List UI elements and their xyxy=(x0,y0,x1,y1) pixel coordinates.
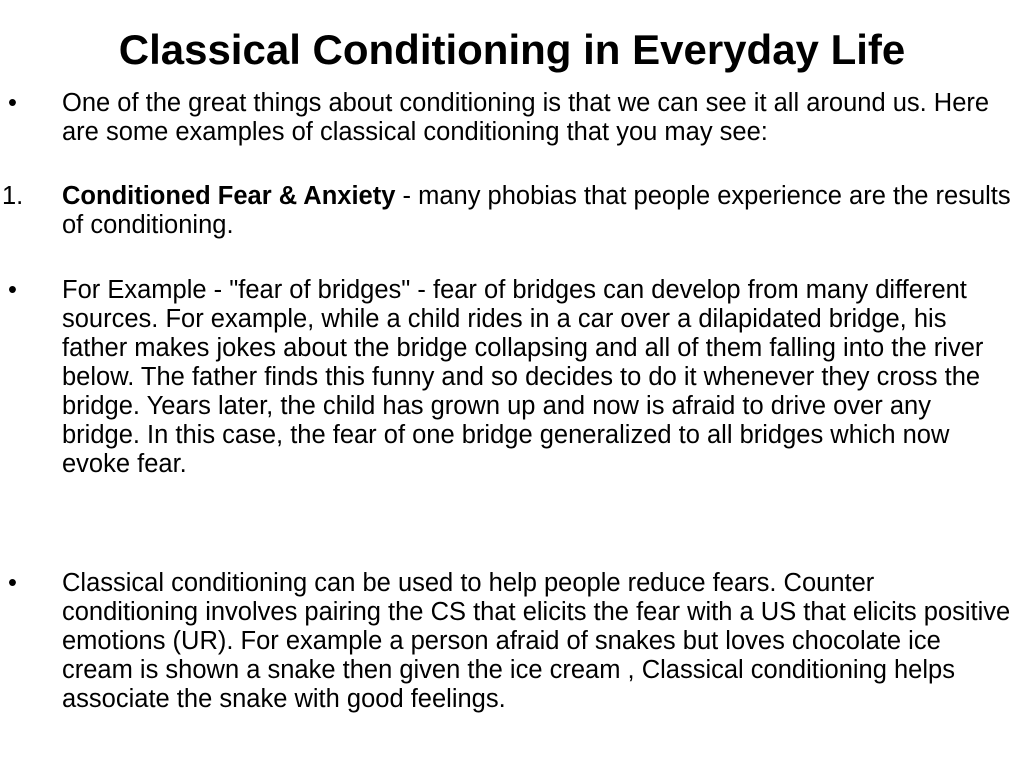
number-marker: 1. xyxy=(2,182,24,210)
bullet-text: Classical conditioning can be used to help people reduce fears. Counter conditioning involves pairing the CS that elicits the fear with a US that elicits positive emotions (UR). For example a person afraid of snakes but loves chocolate ice cream is shown a snake then given the ice cream , Classical conditioning helps associate the snake with good feelings. xyxy=(62,569,1011,713)
bullet-item-counter-conditioning xyxy=(0,569,1014,714)
term-description: - many phobias that people experience are the results of conditioning. xyxy=(62,182,1011,239)
slide-title: Classical Conditioning in Everyday Life xyxy=(118,26,906,73)
numbered-text xyxy=(0,182,1014,240)
bullet-text: One of the great things about conditioning is that we can see it all around us. Here are some examples of classical conditioning that you may see: xyxy=(62,89,990,146)
bullet-text: For Example - "fear of bridges" - fear of bridges can develop from many different sources. For example, while a child rides in a car over a dilapidated bridge, his father makes jokes about the bridge collapsing and all of them falling into the river below. The father finds this funny and so decides to do it whenever they cross the bridge. Years later, the child has grown up and now is afraid to drive over any bridge. In this case, the fear of one bridge generalized to all bridges which now evoke fear. xyxy=(62,276,984,478)
term-heading: Conditioned Fear & Anxiety xyxy=(62,182,396,210)
bullet-marker: • xyxy=(8,276,17,304)
bullet-marker: • xyxy=(8,569,17,597)
numbered-item-conditioned-fear xyxy=(0,182,1014,240)
bullet-item-intro xyxy=(0,89,1014,147)
bullet-marker: • xyxy=(8,89,17,117)
bullet-item-bridge-example xyxy=(0,276,1014,479)
